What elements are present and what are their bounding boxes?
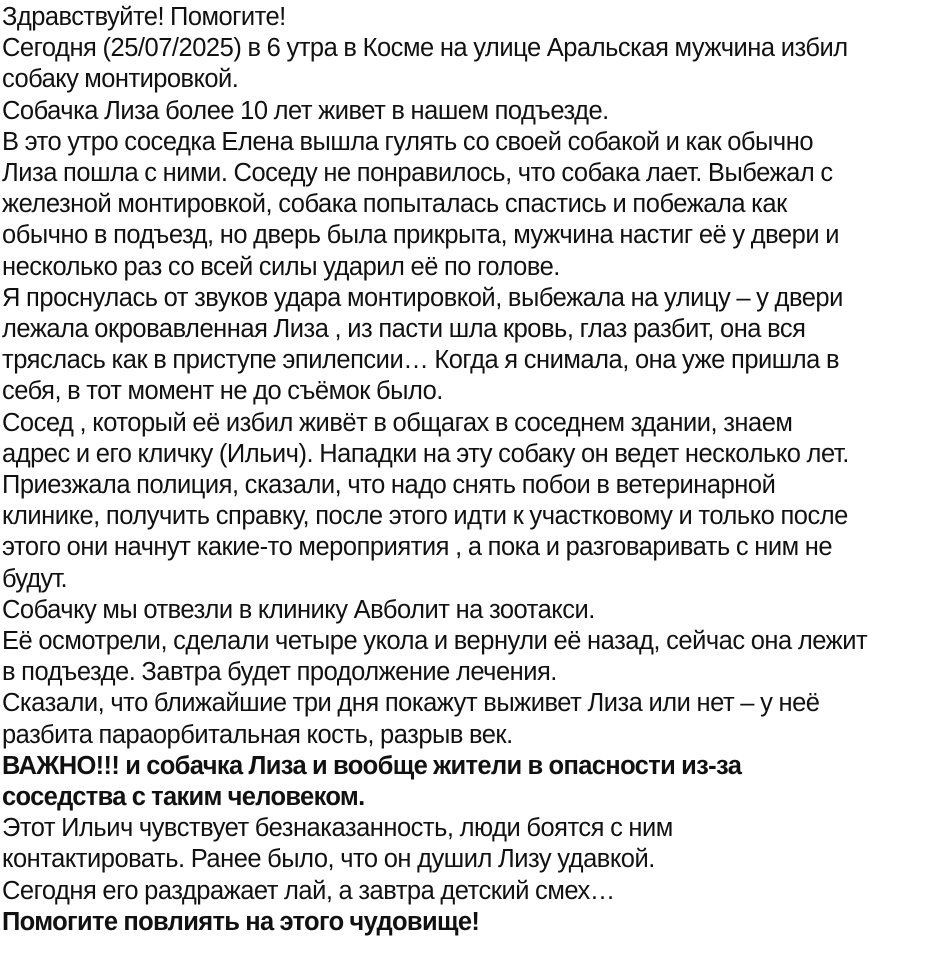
- text-line: Я проснулась от звуков удара монтировкой, выбежала на улицу – у двери: [2, 283, 843, 312]
- text-line: Лиза пошла с ними. Соседу не понравилось, что собака лает. Выбежал с: [2, 159, 833, 188]
- text-line: клинике, получить справку, после этого идти к участковому и только после: [2, 502, 848, 531]
- text-line: В это утро соседка Елена вышла гулять со своей собакой и как обычно: [2, 127, 814, 156]
- text-line: адрес и его кличку (Ильич). Нападки на эту собаку он ведет несколько лет.: [2, 439, 849, 468]
- text-line: будут.: [2, 564, 67, 593]
- text-line: контактировать. Ранее было, что он душил Лизу удавкой.: [2, 845, 655, 874]
- text-line: Сегодня его раздражает лай, а завтра детский смех…: [2, 876, 615, 905]
- text-line: железной монтировкой, собака попыталась спастись и побежала как: [2, 190, 787, 219]
- text-line: Сегодня (25/07/2025) в 6 утра в Косме на улице Аральская мужчина избил: [2, 34, 848, 63]
- text-line: тряслась как в приступе эпилепсии… Когда я снимала, она уже пришла в: [2, 346, 840, 375]
- important-line: соседства с таким человеком.: [2, 783, 365, 812]
- text-line: Приезжала полиция, сказали, что надо снять побои в ветеринарной: [2, 471, 776, 500]
- text-line: этого они начнут какие-то мероприятия , а пока и разговаривать с ним не: [2, 533, 833, 562]
- text-line: Сосед , который её избил живёт в общагах в соседнем здании, знаем: [2, 408, 793, 437]
- text-line: лежала окровавленная Лиза , из пасти шла кровь, глаз разбит, она вся: [2, 315, 806, 344]
- closing-appeal: Помогите повлиять на этого чудовище!: [2, 907, 480, 936]
- text-line: Сказали, что ближайшие три дня покажут выживет Лиза или нет – у неё: [2, 689, 820, 718]
- important-line: ВАЖНО!!! и собачка Лиза и вообще жители в опасности из-за: [2, 751, 742, 780]
- text-line: Собачка Лиза более 10 лет живет в нашем подъезде.: [2, 96, 609, 125]
- text-line: в подъезде. Завтра будет продолжение лечения.: [2, 658, 557, 687]
- text-line: Здравствуйте! Помогите!: [2, 3, 286, 31]
- text-line: обычно в подъезд, но дверь была прикрыта, мужчина настиг её у двери и: [2, 221, 839, 250]
- text-line: разбита параорбитальная кость, разрыв век.: [2, 720, 513, 749]
- text-line: Собачку мы отвезли в клинику Авболит на зоотакси.: [2, 595, 595, 624]
- text-line: собаку монтировкой.: [2, 65, 239, 94]
- text-line: несколько раз со всей силы ударил её по голове.: [2, 252, 560, 281]
- text-line: Её осмотрели, сделали четыре укола и вернули её назад, сейчас она лежит: [2, 627, 868, 656]
- text-line: себя, в тот момент не до съёмок было.: [2, 377, 443, 406]
- text-line: Этот Ильич чувствует безнаказанность, люди боятся с ним: [2, 814, 673, 843]
